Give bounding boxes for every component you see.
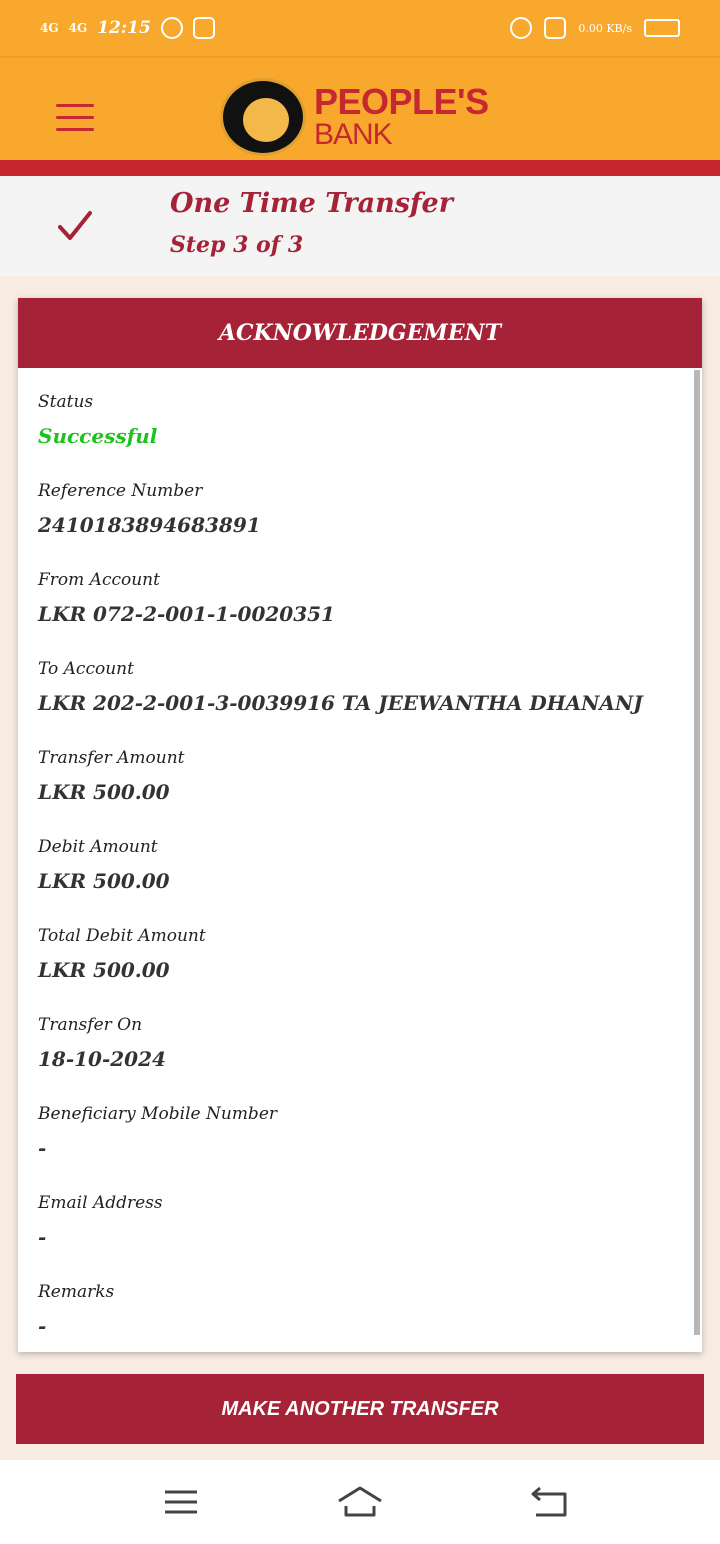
field-row xyxy=(38,568,682,657)
scrollbar[interactable] xyxy=(694,370,700,1335)
status-bar xyxy=(0,0,720,56)
card-body xyxy=(18,368,702,1369)
card-heading: ACKNOWLEDGEMENT xyxy=(18,298,702,368)
field-row xyxy=(38,1191,682,1280)
status-value: Successful xyxy=(38,424,158,448)
field-value: LKR 500.00 xyxy=(38,958,170,982)
field-label: Total Debit Amount xyxy=(38,926,206,946)
field-value: LKR 072-2-001-1-0020351 xyxy=(38,602,335,626)
logo-line-2: BANK xyxy=(314,118,392,151)
acknowledgement-card xyxy=(18,298,702,1352)
battery-icon xyxy=(644,19,680,37)
menu-icon[interactable] xyxy=(56,104,94,132)
step-title: One Time Transfer xyxy=(170,188,453,219)
field-value: 18-10-2024 xyxy=(38,1047,166,1071)
field-label: From Account xyxy=(38,570,160,590)
field-row xyxy=(38,657,682,746)
network-indicator-2: 4G xyxy=(68,21,88,35)
bank-logo-text xyxy=(314,81,489,151)
field-label: Transfer Amount xyxy=(38,748,185,768)
network-speed: 0.00 KB/s xyxy=(578,21,632,35)
step-indicator xyxy=(0,176,720,276)
field-row xyxy=(38,1280,682,1369)
vibrate-icon xyxy=(544,17,566,39)
field-label: Transfer On xyxy=(38,1015,143,1035)
field-value: LKR 500.00 xyxy=(38,869,170,893)
check-icon xyxy=(58,210,92,242)
battery-level: 91 xyxy=(665,23,678,33)
field-label: Email Address xyxy=(38,1193,163,1213)
app-header xyxy=(0,56,720,176)
status-left xyxy=(40,17,215,39)
step-progress: Step 3 of 3 xyxy=(170,232,304,258)
field-row xyxy=(38,746,682,835)
field-value: - xyxy=(38,1225,47,1249)
field-row xyxy=(38,924,682,1013)
field-row xyxy=(38,1102,682,1191)
field-label: To Account xyxy=(38,659,134,679)
field-label: Remarks xyxy=(38,1282,115,1302)
field-value: - xyxy=(38,1136,47,1160)
field-row xyxy=(38,1013,682,1102)
bank-seal-logo xyxy=(220,78,306,156)
field-label: Debit Amount xyxy=(38,837,158,857)
header-divider xyxy=(0,160,720,176)
field-label: Beneficiary Mobile Number xyxy=(38,1104,278,1124)
field-row xyxy=(38,479,682,568)
logo-line-1: PEOPLE'S xyxy=(314,81,489,122)
facebook-icon xyxy=(193,17,215,39)
make-another-transfer-button[interactable]: MAKE ANOTHER TRANSFER xyxy=(16,1374,704,1444)
field-row xyxy=(38,390,682,479)
field-row xyxy=(38,835,682,924)
network-indicator-1: 4G xyxy=(40,21,59,35)
field-label: Status xyxy=(38,392,94,412)
field-label: Reference Number xyxy=(38,481,203,501)
whatsapp-icon xyxy=(161,17,183,39)
status-right xyxy=(510,17,680,39)
alarm-icon xyxy=(510,17,532,39)
field-value: LKR 500.00 xyxy=(38,780,170,804)
system-nav-bar xyxy=(0,1460,720,1544)
field-value: - xyxy=(38,1314,47,1338)
clock: 12:15 xyxy=(97,18,151,38)
nav-menu-icon[interactable] xyxy=(162,1484,200,1520)
nav-back-icon[interactable] xyxy=(530,1484,568,1520)
field-value: LKR 202-2-001-3-0039916 TA JEEWANTHA DHANANJ xyxy=(38,691,643,715)
nav-home-icon[interactable] xyxy=(336,1484,384,1520)
field-value: 2410183894683891 xyxy=(38,513,261,537)
